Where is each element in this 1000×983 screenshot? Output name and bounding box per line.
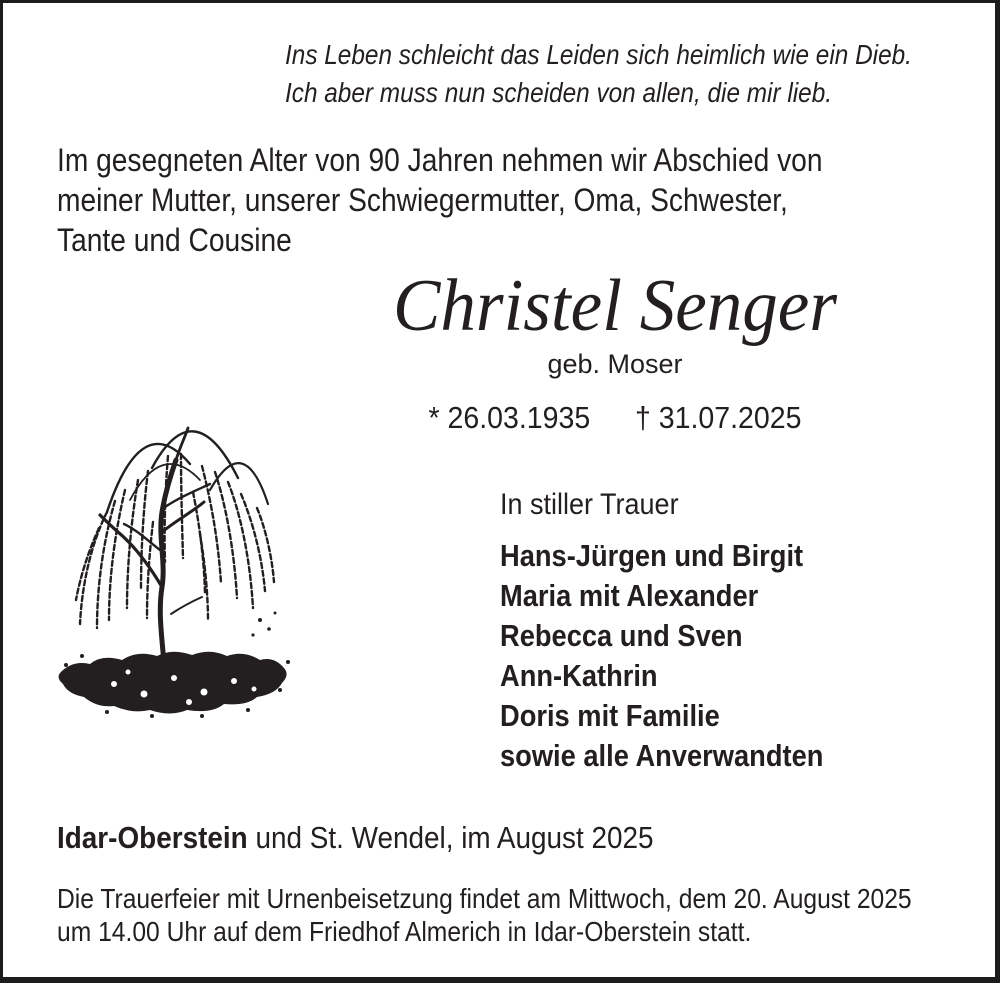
funeral-line: Die Trauerfeier mit Urnenbeisetzung findet am Mittwoch, dem 20. August 2025	[57, 883, 912, 914]
mourner-line: Maria mit Alexander	[500, 578, 759, 613]
intro-text	[57, 140, 927, 260]
epigraph-line-1: Ins Leben schleicht das Leiden sich heimlich wie ein Dieb.	[285, 39, 912, 70]
intro-line: Tante und Cousine	[57, 222, 292, 258]
place-name: Idar-Oberstein	[57, 820, 248, 855]
deceased-block	[232, 266, 998, 436]
mourner-line: Rebecca und Sven	[500, 618, 743, 653]
intro-line: meiner Mutter, unserer Schwiegermutter, Oma, Schwester,	[57, 182, 788, 218]
frame-border-right	[995, 0, 1000, 983]
mourning-names	[500, 536, 868, 776]
mourner-line: Doris mit Familie	[500, 698, 720, 733]
mourning-heading: In stiller Trauer	[500, 488, 679, 521]
maiden-name: geb. Moser	[547, 349, 683, 379]
funeral-line: um 14.00 Uhr auf dem Friedhof Almerich in Idar-Oberstein statt.	[57, 916, 752, 947]
epigraph-line-2: Ich aber muss nun scheiden von allen, die mir lieb.	[285, 77, 833, 108]
mourning-block	[500, 488, 868, 776]
death-date: † 31.07.2025	[634, 400, 802, 435]
epigraph	[285, 36, 1000, 112]
frame-border-top	[0, 0, 1000, 3]
frame-border-bottom	[0, 977, 1000, 983]
place-rest: und St. Wendel, im August 2025	[247, 820, 654, 855]
frame-border-left	[0, 0, 3, 983]
willow-tree-illustration	[52, 372, 296, 718]
intro-line: Im gesegneten Alter von 90 Jahren nehmen wir Abschied von	[57, 142, 823, 178]
funeral-info	[57, 882, 1000, 948]
birth-date: * 26.03.1935	[428, 400, 591, 435]
mourner-line: Ann-Kathrin	[500, 658, 658, 693]
place-date-line	[57, 820, 654, 856]
life-dates	[263, 400, 968, 436]
deceased-name: Christel Senger	[393, 265, 837, 347]
mourner-line: Hans-Jürgen und Birgit	[500, 538, 804, 573]
mourner-line: sowie alle Anverwandten	[500, 738, 824, 773]
